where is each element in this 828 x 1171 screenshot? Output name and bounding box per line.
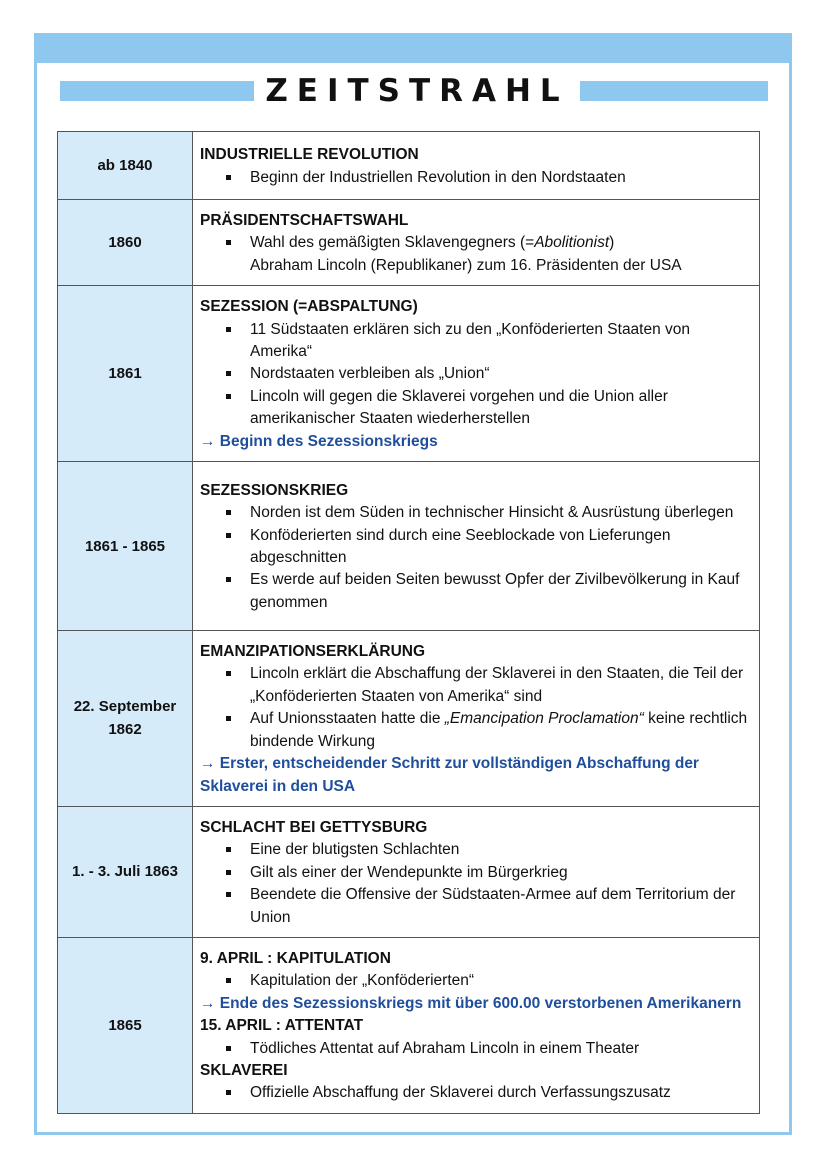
row-heading: SCHLACHT BEI GETTYSBURG xyxy=(200,818,428,836)
row-content xyxy=(193,806,760,937)
bullet-item: Eine der blutigsten Schlachten xyxy=(200,839,751,861)
row-content xyxy=(193,631,760,807)
page-title: ZEITSTRAHL xyxy=(265,73,569,109)
row-content xyxy=(193,132,760,200)
bullet-list xyxy=(200,1038,751,1060)
bullet-text: keine rechtlich bindende Wirkung xyxy=(250,710,748,750)
title-decoration-right xyxy=(580,81,768,101)
bullet-list xyxy=(200,663,751,753)
timeline-row xyxy=(58,286,760,462)
conclusion-arrow: → Erster, entscheidender Schritt zur vollständigen Abschaffung der Sklaverei in den USA xyxy=(200,755,699,795)
row-content xyxy=(193,937,760,1113)
bullet-emphasis: „Emancipation Proclamation“ xyxy=(444,710,644,728)
bullet-item xyxy=(200,232,751,277)
bullet-text: Wahl des gemäßigten Sklavengegners (= xyxy=(250,234,535,252)
timeline-table xyxy=(57,131,760,1114)
bullet-item: Lincoln will gegen die Sklaverei vorgehen und die Union aller amerikanischer Staaten wiederherstellen xyxy=(200,386,751,431)
bullet-list xyxy=(200,970,751,992)
bullet-item: Kapitulation der „Konföderierten“ xyxy=(200,970,751,992)
bullet-list xyxy=(200,839,751,929)
row-heading: 15. APRIL : ATTENTAT xyxy=(200,1017,364,1035)
row-date: 1. - 3. Juli 1863 xyxy=(58,806,193,937)
row-heading: EMANZIPATIONSERKLÄRUNG xyxy=(200,643,426,661)
bullet-text: ) xyxy=(609,234,615,252)
row-heading: PRÄSIDENTSCHAFTSWAHL xyxy=(200,212,409,229)
timeline-row xyxy=(58,132,760,200)
bullet-item: Nordstaaten verbleiben als „Union“ xyxy=(200,363,751,385)
row-heading: SEZESSIONSKRIEG xyxy=(200,481,349,499)
bullet-list xyxy=(200,232,751,277)
row-date: 1861 - 1865 xyxy=(58,462,193,631)
bullet-list xyxy=(200,502,751,614)
row-heading: SEZESSION (=ABSPALTUNG) xyxy=(200,298,418,316)
row-content xyxy=(193,200,760,286)
row-content xyxy=(193,286,760,462)
row-date: 1860 xyxy=(58,200,193,286)
bullet-list xyxy=(200,1082,751,1104)
timeline-row xyxy=(58,631,760,807)
row-heading: INDUSTRIELLE REVOLUTION xyxy=(200,146,419,164)
row-date: 1865 xyxy=(58,937,193,1113)
bullet-item: 11 Südstaaten erklären sich zu den „Konföderierten Staaten von Amerika“ xyxy=(200,319,751,364)
bullet-text: Auf Unionsstaaten hatte die xyxy=(250,710,445,728)
conclusion-arrow: → Beginn des Sezessionskriegs xyxy=(200,432,438,450)
bullet-item: Gilt als einer der Wendepunkte im Bürgerkrieg xyxy=(200,862,751,884)
bullet-item: Norden ist dem Süden in technischer Hinsicht & Ausrüstung überlegen xyxy=(200,502,751,524)
conclusion-arrow: → Ende des Sezessionskriegs mit über 600.00 verstorbenen Amerikanern xyxy=(200,994,742,1012)
timeline-row xyxy=(58,937,760,1113)
row-date: 22. September 1862 xyxy=(58,631,193,807)
title-decoration-left xyxy=(60,81,254,101)
row-date: 1861 xyxy=(58,286,193,462)
bullet-item: Tödliches Attentat auf Abraham Lincoln in einem Theater xyxy=(200,1038,751,1060)
bullet-text: Abraham Lincoln (Republikaner) zum 16. Präsidenten der USA xyxy=(250,256,682,274)
bullet-item: Beginn der Industriellen Revolution in den Nordstaaten xyxy=(200,167,751,189)
bullet-item: Beendete die Offensive der Südstaaten-Armee auf dem Territorium der Union xyxy=(200,884,751,929)
bullet-item: Offizielle Abschaffung der Sklaverei durch Verfassungszusatz xyxy=(200,1082,751,1104)
bullet-item: Lincoln erklärt die Abschaffung der Sklaverei in den Staaten, die Teil der „Konföderierten Staaten von Amerika“ sind xyxy=(200,663,751,708)
timeline-row xyxy=(58,806,760,937)
bullet-emphasis: Abolitionist xyxy=(534,234,610,252)
row-heading: 9. APRIL : KAPITULATION xyxy=(200,949,391,967)
bullet-item: Es werde auf beiden Seiten bewusst Opfer der Zivilbevölkerung in Kauf genommen xyxy=(200,569,751,614)
timeline-row xyxy=(58,462,760,631)
bullet-item: Konföderierten sind durch eine Seeblockade von Lieferungen abgeschnitten xyxy=(200,525,751,570)
row-date: ab 1840 xyxy=(58,132,193,200)
row-heading: SKLAVEREI xyxy=(200,1061,288,1079)
top-accent-bar xyxy=(34,33,792,63)
bullet-list xyxy=(200,319,751,431)
timeline-row xyxy=(58,200,760,286)
row-content xyxy=(193,462,760,631)
bullet-item xyxy=(200,708,751,753)
bullet-list xyxy=(200,167,751,189)
title-row xyxy=(60,72,768,110)
